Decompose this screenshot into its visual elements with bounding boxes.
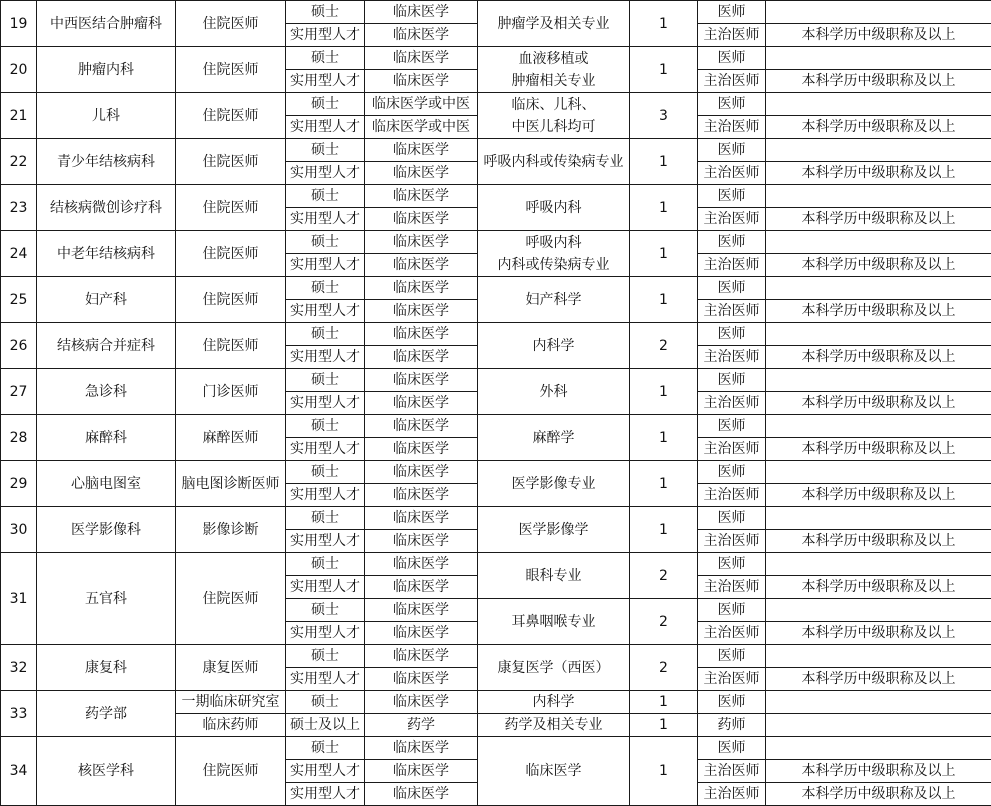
table-row [1, 277, 991, 300]
major-cell: 临床医学 [365, 277, 478, 300]
professional-title-cell: 医师 [698, 47, 766, 70]
count-cell: 2 [630, 599, 698, 645]
education-cell: 硕士 [286, 737, 365, 760]
requirement-cell: 本科学历中级职称及以上 [766, 254, 991, 277]
education-cell: 实用型人才 [286, 162, 365, 185]
major-cell: 临床医学 [365, 760, 478, 783]
education-cell: 硕士 [286, 139, 365, 162]
major-cell: 临床医学 [365, 507, 478, 530]
requirement-cell [766, 185, 991, 208]
count-cell: 1 [630, 277, 698, 323]
table-row [1, 369, 991, 392]
professional-title-cell: 主治医师 [698, 116, 766, 139]
major-cell: 临床医学 [365, 323, 478, 346]
table-row [1, 1, 991, 24]
position-cell: 住院医师 [176, 1, 286, 47]
specialty-cell [478, 507, 630, 553]
professional-title-cell: 医师 [698, 461, 766, 484]
specialty-line: 医学影像学 [518, 521, 589, 538]
table-row [1, 323, 991, 346]
count-cell: 1 [630, 415, 698, 461]
count-cell: 1 [630, 369, 698, 415]
specialty-cell [478, 93, 630, 139]
professional-title-cell: 主治医师 [698, 392, 766, 415]
department-cell: 中西医结合肿瘤科 [37, 1, 176, 47]
professional-title-cell: 主治医师 [698, 300, 766, 323]
education-cell: 硕士 [286, 461, 365, 484]
requirement-cell [766, 645, 991, 668]
requirement-cell: 本科学历中级职称及以上 [766, 116, 991, 139]
specialty-line: 临床医学 [525, 763, 582, 779]
major-cell: 临床医学 [365, 162, 478, 185]
specialty-line: 肿瘤学及相关专业 [497, 15, 610, 32]
specialty-line: 妇产科学 [525, 291, 582, 308]
row-number-cell: 34 [1, 737, 37, 806]
row-number-cell: 26 [1, 323, 37, 369]
major-cell: 临床医学 [365, 461, 478, 484]
specialty-line: 医学影像专业 [511, 475, 596, 492]
specialty-line: 血液移植或 [518, 50, 589, 67]
row-number-cell: 20 [1, 47, 37, 93]
specialty-cell [478, 691, 630, 714]
position-cell: 麻醉医师 [176, 415, 286, 461]
requirement-cell: 本科学历中级职称及以上 [766, 208, 991, 231]
education-cell: 硕士 [286, 415, 365, 438]
count-cell: 3 [630, 93, 698, 139]
education-cell: 硕士 [286, 323, 365, 346]
professional-title-cell: 医师 [698, 185, 766, 208]
education-cell: 实用型人才 [286, 530, 365, 553]
table-row [1, 507, 991, 530]
specialty-line: 眼科专业 [525, 567, 582, 584]
major-cell: 临床医学 [365, 300, 478, 323]
count-cell: 2 [630, 645, 698, 691]
position-cell: 住院医师 [176, 47, 286, 93]
department-cell: 心脑电图室 [37, 461, 176, 507]
education-cell: 实用型人才 [286, 576, 365, 599]
requirement-cell: 本科学历中级职称及以上 [766, 668, 991, 691]
requirement-cell [766, 231, 991, 254]
position-cell: 住院医师 [176, 231, 286, 277]
requirement-cell [766, 553, 991, 576]
requirement-cell [766, 323, 991, 346]
education-cell: 硕士 [286, 47, 365, 70]
education-cell: 实用型人才 [286, 668, 365, 691]
count-cell: 1 [630, 714, 698, 737]
requirement-cell: 本科学历中级职称及以上 [766, 760, 991, 783]
specialty-line: 呼吸内科或传染病专业 [483, 153, 624, 170]
major-cell: 临床医学 [365, 737, 478, 760]
table-row [1, 185, 991, 208]
education-cell: 硕士 [286, 645, 365, 668]
position-cell: 住院医师 [176, 553, 286, 645]
major-cell: 临床医学 [365, 668, 478, 691]
count-cell: 1 [630, 185, 698, 231]
row-number-cell: 19 [1, 1, 37, 47]
professional-title-cell: 医师 [698, 323, 766, 346]
requirement-cell [766, 139, 991, 162]
table-row [1, 553, 991, 576]
requirement-cell: 本科学历中级职称及以上 [766, 300, 991, 323]
requirement-cell [766, 93, 991, 116]
specialty-cell [478, 185, 630, 231]
position-cell: 住院医师 [176, 277, 286, 323]
requirement-cell [766, 507, 991, 530]
specialty-cell [478, 553, 630, 599]
requirement-cell [766, 277, 991, 300]
specialty-cell [478, 369, 630, 415]
specialty-line: 耳鼻咽喉专业 [511, 613, 596, 630]
specialty-line: 内科或传染病专业 [497, 256, 610, 273]
count-cell: 1 [630, 47, 698, 93]
major-cell: 临床医学 [365, 47, 478, 70]
major-cell: 临床医学 [365, 783, 478, 806]
professional-title-cell: 医师 [698, 737, 766, 760]
professional-title-cell: 医师 [698, 369, 766, 392]
major-cell: 临床医学 [365, 346, 478, 369]
requirement-cell: 本科学历中级职称及以上 [766, 484, 991, 507]
requirement-cell: 本科学历中级职称及以上 [766, 576, 991, 599]
row-number-cell: 23 [1, 185, 37, 231]
specialty-cell [478, 139, 630, 185]
professional-title-cell: 医师 [698, 231, 766, 254]
department-cell: 医学影像科 [37, 507, 176, 553]
table-row [1, 461, 991, 484]
major-cell: 临床医学 [365, 185, 478, 208]
education-cell: 实用型人才 [286, 254, 365, 277]
row-number-cell: 27 [1, 369, 37, 415]
education-cell: 实用型人才 [286, 622, 365, 645]
professional-title-cell: 主治医师 [698, 346, 766, 369]
row-number-cell: 30 [1, 507, 37, 553]
education-cell: 硕士及以上 [286, 714, 365, 737]
major-cell: 临床医学 [365, 645, 478, 668]
position-cell: 康复医师 [176, 645, 286, 691]
education-cell: 硕士 [286, 277, 365, 300]
education-cell: 硕士 [286, 93, 365, 116]
major-cell: 临床医学或中医 [365, 116, 478, 139]
count-cell: 1 [630, 231, 698, 277]
specialty-cell [478, 645, 630, 691]
department-cell: 急诊科 [37, 369, 176, 415]
major-cell: 临床医学 [365, 70, 478, 93]
requirement-cell: 本科学历中级职称及以上 [766, 24, 991, 47]
education-cell: 实用型人才 [286, 484, 365, 507]
table-row [1, 47, 991, 70]
specialty-cell [478, 277, 630, 323]
specialty-cell [478, 1, 630, 47]
count-cell: 1 [630, 691, 698, 714]
row-number-cell: 32 [1, 645, 37, 691]
requirement-cell [766, 369, 991, 392]
department-cell: 五官科 [37, 553, 176, 645]
count-cell: 1 [630, 507, 698, 553]
major-cell: 临床医学 [365, 438, 478, 461]
major-cell: 临床医学 [365, 415, 478, 438]
specialty-cell [478, 714, 630, 737]
professional-title-cell: 医师 [698, 277, 766, 300]
major-cell: 临床医学 [365, 254, 478, 277]
professional-title-cell: 医师 [698, 93, 766, 116]
education-cell: 实用型人才 [286, 24, 365, 47]
requirement-cell [766, 415, 991, 438]
requirement-cell: 本科学历中级职称及以上 [766, 530, 991, 553]
professional-title-cell: 医师 [698, 1, 766, 24]
position-cell: 住院医师 [176, 185, 286, 231]
specialty-line: 内科学 [532, 337, 575, 354]
table-row [1, 93, 991, 116]
major-cell: 临床医学 [365, 691, 478, 714]
specialty-cell [478, 415, 630, 461]
major-cell: 临床医学 [365, 231, 478, 254]
major-cell: 临床医学 [365, 24, 478, 47]
major-cell: 药学 [365, 714, 478, 737]
education-cell: 硕士 [286, 691, 365, 714]
table-row [1, 415, 991, 438]
requirement-cell [766, 1, 991, 24]
position-cell: 住院医师 [176, 737, 286, 806]
position-cell: 住院医师 [176, 139, 286, 185]
department-cell: 妇产科 [37, 277, 176, 323]
specialty-cell [478, 231, 630, 277]
department-cell: 药学部 [37, 691, 176, 737]
major-cell: 临床医学 [365, 599, 478, 622]
professional-title-cell: 主治医师 [698, 254, 766, 277]
requirement-cell [766, 691, 991, 714]
specialty-line: 呼吸内科 [525, 234, 582, 251]
position-cell: 一期临床研究室 [176, 691, 286, 714]
professional-title-cell: 主治医师 [698, 622, 766, 645]
row-number-cell: 22 [1, 139, 37, 185]
table-row [1, 231, 991, 254]
position-cell: 脑电图诊断医师 [176, 461, 286, 507]
count-cell: 1 [630, 1, 698, 47]
education-cell: 实用型人才 [286, 438, 365, 461]
requirement-cell: 本科学历中级职称及以上 [766, 622, 991, 645]
major-cell: 临床医学 [365, 392, 478, 415]
major-cell: 临床医学 [365, 369, 478, 392]
row-number-cell: 31 [1, 553, 37, 645]
education-cell: 硕士 [286, 231, 365, 254]
professional-title-cell: 医师 [698, 553, 766, 576]
education-cell: 实用型人才 [286, 300, 365, 323]
education-cell: 硕士 [286, 1, 365, 24]
department-cell: 青少年结核病科 [37, 139, 176, 185]
professional-title-cell: 主治医师 [698, 24, 766, 47]
professional-title-cell: 主治医师 [698, 484, 766, 507]
education-cell: 硕士 [286, 553, 365, 576]
education-cell: 硕士 [286, 599, 365, 622]
specialty-cell [478, 737, 630, 806]
count-cell: 1 [630, 139, 698, 185]
professional-title-cell: 主治医师 [698, 668, 766, 691]
count-cell: 1 [630, 461, 698, 507]
education-cell: 实用型人才 [286, 70, 365, 93]
department-cell: 麻醉科 [37, 415, 176, 461]
requirement-cell: 本科学历中级职称及以上 [766, 392, 991, 415]
department-cell: 结核病合并症科 [37, 323, 176, 369]
professional-title-cell: 主治医师 [698, 70, 766, 93]
requirement-cell: 本科学历中级职称及以上 [766, 346, 991, 369]
education-cell: 硕士 [286, 507, 365, 530]
major-cell: 临床医学 [365, 1, 478, 24]
specialty-line: 外科 [539, 383, 568, 400]
education-cell: 硕士 [286, 369, 365, 392]
specialty-line: 中医儿科均可 [511, 118, 596, 135]
count-cell: 2 [630, 323, 698, 369]
position-cell: 门诊医师 [176, 369, 286, 415]
table-body [1, 1, 991, 806]
position-cell: 住院医师 [176, 93, 286, 139]
major-cell: 临床医学 [365, 576, 478, 599]
position-cell: 临床药师 [176, 714, 286, 737]
professional-title-cell: 主治医师 [698, 576, 766, 599]
education-cell: 实用型人才 [286, 208, 365, 231]
major-cell: 临床医学 [365, 553, 478, 576]
major-cell: 临床医学 [365, 530, 478, 553]
department-cell: 结核病微创诊疗科 [37, 185, 176, 231]
specialty-line: 肿瘤相关专业 [511, 72, 596, 89]
requirement-cell [766, 737, 991, 760]
department-cell: 康复科 [37, 645, 176, 691]
professional-title-cell: 医师 [698, 645, 766, 668]
department-cell: 儿科 [37, 93, 176, 139]
education-cell: 实用型人才 [286, 346, 365, 369]
professional-title-cell: 主治医师 [698, 783, 766, 806]
specialty-cell [478, 47, 630, 93]
major-cell: 临床医学 [365, 622, 478, 645]
department-cell: 核医学科 [37, 737, 176, 806]
table-row [1, 737, 991, 760]
requirement-cell [766, 47, 991, 70]
count-cell: 1 [630, 737, 698, 806]
specialty-cell [478, 461, 630, 507]
position-cell: 影像诊断 [176, 507, 286, 553]
requirement-cell: 本科学历中级职称及以上 [766, 783, 991, 806]
table-row [1, 139, 991, 162]
row-number-cell: 21 [1, 93, 37, 139]
count-cell: 2 [630, 553, 698, 599]
major-cell: 临床医学 [365, 139, 478, 162]
education-cell: 实用型人才 [286, 783, 365, 806]
row-number-cell: 33 [1, 691, 37, 737]
professional-title-cell: 主治医师 [698, 162, 766, 185]
professional-title-cell: 药师 [698, 714, 766, 737]
major-cell: 临床医学 [365, 208, 478, 231]
requirement-cell: 本科学历中级职称及以上 [766, 162, 991, 185]
major-cell: 临床医学 [365, 484, 478, 507]
education-cell: 实用型人才 [286, 760, 365, 783]
professional-title-cell: 医师 [698, 507, 766, 530]
specialty-line: 麻醉学 [532, 429, 575, 446]
position-cell: 住院医师 [176, 323, 286, 369]
row-number-cell: 25 [1, 277, 37, 323]
professional-title-cell: 主治医师 [698, 530, 766, 553]
requirement-cell: 本科学历中级职称及以上 [766, 438, 991, 461]
specialty-cell [478, 599, 630, 645]
row-number-cell: 28 [1, 415, 37, 461]
professional-title-cell: 医师 [698, 415, 766, 438]
professional-title-cell: 医师 [698, 139, 766, 162]
specialty-line: 药学及相关专业 [504, 717, 603, 733]
specialty-cell [478, 323, 630, 369]
department-cell: 中老年结核病科 [37, 231, 176, 277]
professional-title-cell: 主治医师 [698, 760, 766, 783]
education-cell: 硕士 [286, 185, 365, 208]
professional-title-cell: 主治医师 [698, 438, 766, 461]
professional-title-cell: 医师 [698, 599, 766, 622]
education-cell: 实用型人才 [286, 392, 365, 415]
specialty-line: 临床、儿科、 [511, 96, 596, 113]
professional-title-cell: 医师 [698, 691, 766, 714]
table-row [1, 645, 991, 668]
requirement-cell [766, 461, 991, 484]
major-cell: 临床医学或中医 [365, 93, 478, 116]
specialty-line: 呼吸内科 [525, 199, 582, 216]
department-cell: 肿瘤内科 [37, 47, 176, 93]
education-cell: 实用型人才 [286, 116, 365, 139]
table-row [1, 691, 991, 714]
row-number-cell: 29 [1, 461, 37, 507]
requirement-cell: 本科学历中级职称及以上 [766, 70, 991, 93]
requirement-cell [766, 599, 991, 622]
requirement-cell [766, 714, 991, 737]
specialty-line: 康复医学（西医） [497, 659, 610, 676]
row-number-cell: 24 [1, 231, 37, 277]
specialty-line: 内科学 [532, 694, 575, 710]
professional-title-cell: 主治医师 [698, 208, 766, 231]
